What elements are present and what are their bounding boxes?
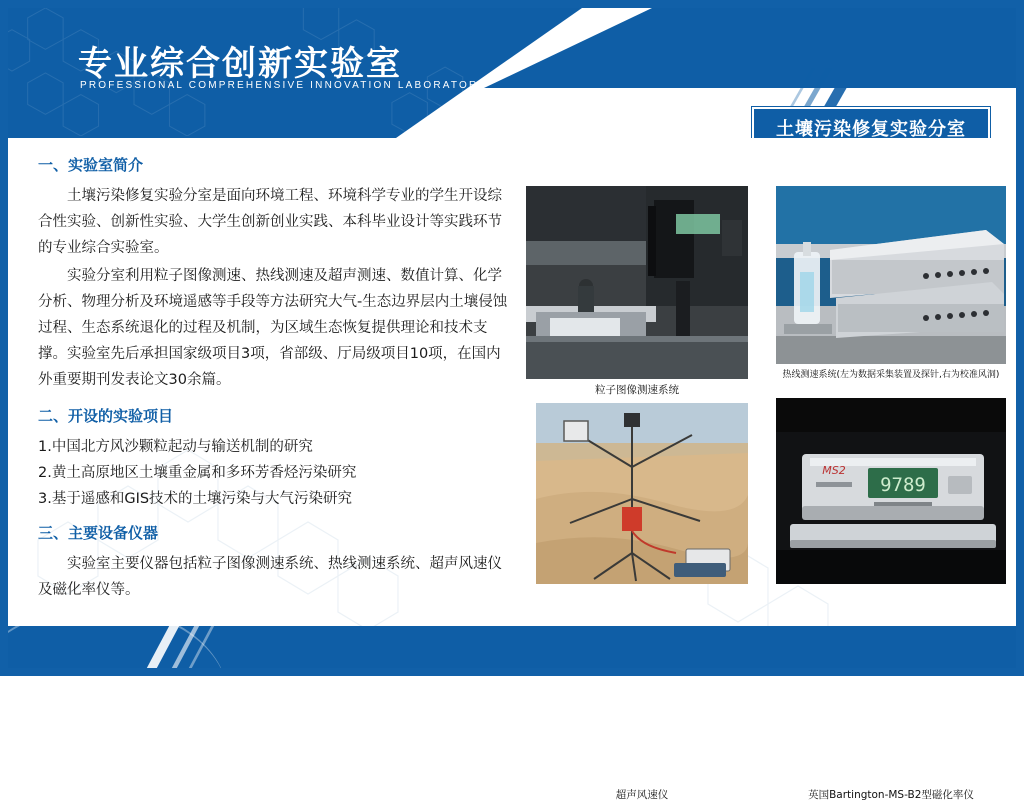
photo-hot-wire-anemometry xyxy=(776,186,1006,380)
lab-name-badge xyxy=(752,107,990,138)
poster-inner xyxy=(8,8,1016,801)
equipment-paragraph: 实验室主要仪器包括粒子图像测速系统、热线测速系统、超声风速仪及磁化率仪等。 xyxy=(38,556,502,598)
device-brand: MS2 xyxy=(822,464,846,477)
photo-caption-2: 热线测速系统(左为数据采集装置及探针,右为校准风洞) xyxy=(782,370,1000,380)
photo-caption-1: 粒子图像测速系统 xyxy=(595,384,679,396)
project-item-3: 3.基于遥感和GIS技术的土壤污染与大气污染研究 xyxy=(38,491,353,507)
project-item-1: 1.中国北方风沙颗粒起动与输送机制的研究 xyxy=(38,439,313,455)
page-title: 专业综合创新实验室 xyxy=(78,44,402,84)
poster-body xyxy=(8,138,1016,801)
photo-caption-3: 超声风速仪 xyxy=(615,789,669,801)
page-subtitle-en: PROFESSIONAL COMPREHENSIVE INNOVATION LABORATORY xyxy=(80,80,488,91)
intro-paragraph-2: 实验分室利用粒子图像测速、热线测速及超声测速、数值计算、化学分析、物理分析及环境遥感等手段等方法研究大气-生态边界层内土壤侵蚀过程、生态系统退化的过程及机制，为区域生态恢复提供理论和技术支撑。实验室先后承担国家级项目3项，省部级、厅局级项目10项，在国内外重要期刊发表论文30余篇。 xyxy=(38,268,508,388)
section-heading-intro: 一、实验室简介 xyxy=(38,156,144,174)
project-item-2: 2.黄土高原地区土壤重金属和多环芳香烃污染研究 xyxy=(38,465,357,481)
text-column xyxy=(38,154,508,605)
photo-particle-image-velocimetry xyxy=(526,186,748,396)
poster-header xyxy=(8,8,1016,138)
device-reading: 9789 xyxy=(880,474,926,496)
photo-caption-4: 英国Bartington-MS-B2型磁化率仪 xyxy=(808,789,974,801)
photo-ultrasonic-anemometer xyxy=(536,403,748,801)
section-heading-equipment: 三、主要设备仪器 xyxy=(38,524,159,542)
poster-footer xyxy=(8,626,1016,668)
photo-magnetic-susceptibility-meter xyxy=(776,398,1006,801)
intro-paragraph-1: 土壤污染修复实验分室是面向环境工程、环境科学专业的学生开设综合性实验、创新性实验、大学生创新创业实践、本科毕业设计等实践环节的专业综合实验室。 xyxy=(38,188,502,256)
lab-name-text: 土壤污染修复实验分室 xyxy=(776,119,966,138)
section-heading-projects: 二、开设的实验项目 xyxy=(38,407,174,425)
